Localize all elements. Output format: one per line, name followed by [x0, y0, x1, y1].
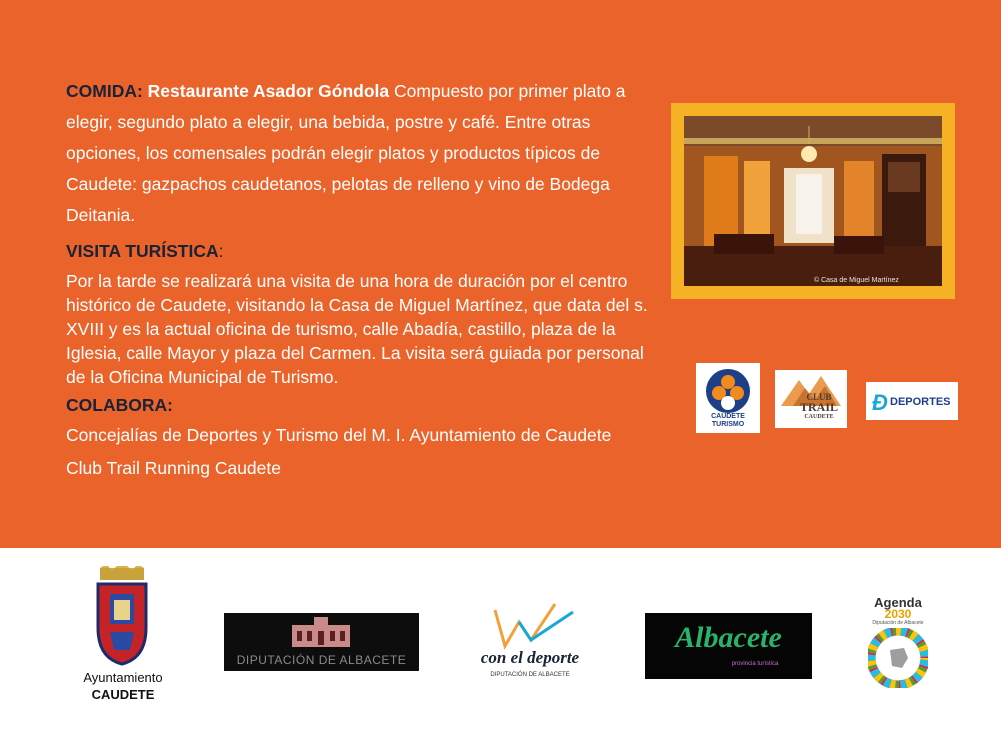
albacete-turistica-logo — [645, 613, 812, 679]
coat-of-arms-icon — [92, 566, 152, 666]
agenda-line2: 2030 — [884, 607, 912, 621]
interior-photo-graphic — [684, 116, 942, 286]
info-text-block — [66, 76, 666, 485]
con-el-deporte-logo — [465, 600, 595, 690]
deportes-text: DEPORTES — [890, 396, 951, 408]
turismo-line1: CAUDETE — [711, 413, 745, 420]
caudete-turismo-logo — [696, 363, 760, 433]
agenda-line1: Agenda — [874, 595, 922, 610]
comida-paragraph — [66, 76, 666, 231]
comida-heading: COMIDA: — [66, 81, 143, 101]
trail-line3: CAUDETE — [804, 414, 834, 420]
palace-icon — [288, 615, 354, 647]
albacete-text: Albacete — [675, 621, 782, 654]
deporte-sub: DIPUTACIÓN DE ALBACETE — [490, 672, 570, 678]
diputacion-albacete-logo — [224, 613, 419, 671]
deportes-figure-icon: Đ — [872, 390, 888, 415]
agenda-2030-logo — [862, 596, 934, 690]
turismo-line2: TURISMO — [711, 421, 745, 428]
diputacion-text: DIPUTACIÓN DE ALBACETE — [236, 653, 407, 667]
restaurant-name: Restaurante Asador Góndola — [147, 81, 390, 101]
colabora-line-1: Concejalías de Deportes y Turismo del M. I. Ayuntamiento de Caudete — [66, 425, 612, 445]
photo-frame — [671, 103, 955, 299]
deporte-text: con el deporte — [480, 648, 580, 667]
agenda-sub: Diputación de Albacete — [872, 620, 924, 626]
colabora-line-2: Club Trail Running Caudete — [66, 458, 281, 478]
sdg-wheel-icon — [868, 628, 928, 688]
photo-watermark: © Casa de Miguel Martínez — [814, 277, 899, 284]
interior-photo — [684, 116, 942, 286]
visita-heading: VISITA TURÍSTICA — [66, 241, 219, 261]
visita-colon: : — [218, 241, 224, 261]
comida-text: Compuesto por primer plato a elegir, segundo plato a elegir, una bebida, postre y café. Entre otras opciones, los comensales podrán elegir platos y productos típicos de Caudete: gazpachos caudetanos, pelotas de relleno y vino de Bodega Deitania. — [66, 81, 626, 225]
visita-text: Por la tarde se realizará una visita de una hora de duración por el centro histórico de Caudete, visitando la Casa de Miguel Martínez, que data del s. XVIII y es la actual oficina de turismo, calle Abadía, castillo, plaza de la Iglesia, calle Mayor y plaza del Carmen. La visita será guiada por personal de la Oficina Municipal de Turismo. — [66, 271, 648, 387]
albacete-sub: provincia turística — [731, 661, 779, 667]
ayuntamiento-line1: Ayuntamiento — [83, 670, 163, 685]
trail-line1: CLUB — [806, 392, 832, 402]
deportes-logo — [866, 382, 958, 420]
visita-heading-line — [66, 239, 666, 263]
mountains-icon — [465, 600, 595, 650]
trail-line2: TRAIL — [799, 400, 838, 414]
colabora-heading: COLABORA: — [66, 395, 173, 415]
ayuntamiento-line2: CAUDETE — [91, 687, 155, 702]
club-trail-logo — [775, 370, 847, 428]
